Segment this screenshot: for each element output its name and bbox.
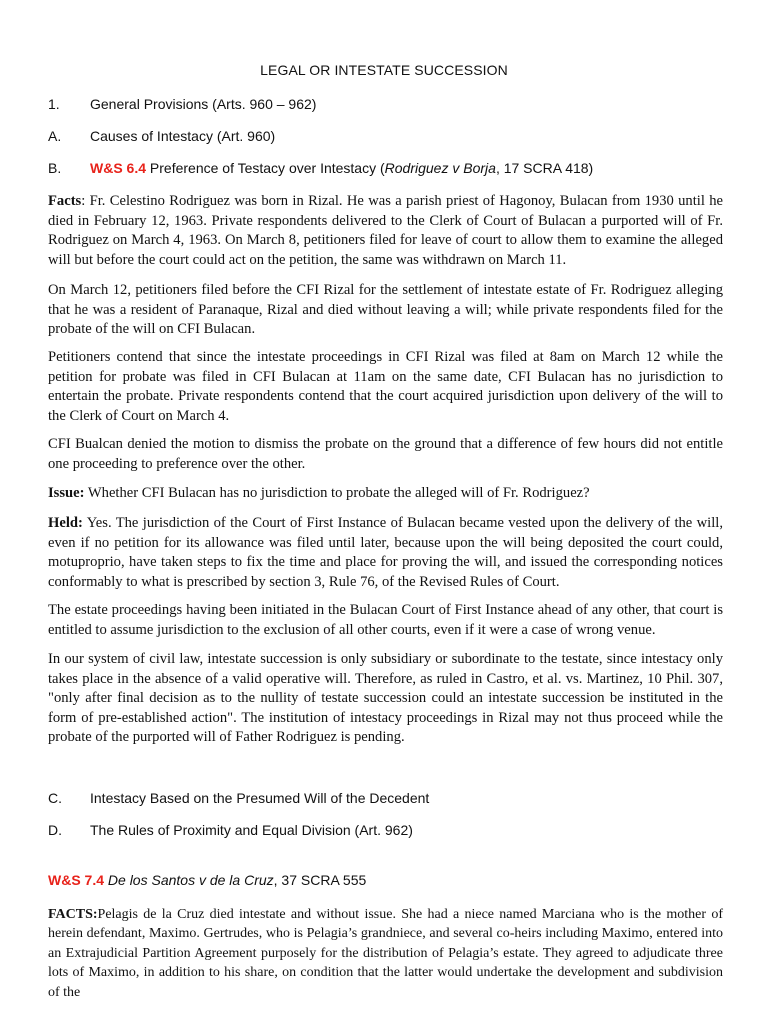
case-reference: W&S 6.4 <box>90 160 147 176</box>
case-name: Rodriguez v Borja <box>384 160 496 176</box>
outline-item-c <box>48 790 429 806</box>
outline-marker: C. <box>48 790 62 806</box>
paragraph-2: On March 12, petitioners filed before the CFI Rizal for the settlement of intestate estate of Fr. Rodriguez alleging that he was a resident of Paranaque, Rizal and died without leaving a will; while private respondents filed for the probate of the will on CFI Bulacan. <box>48 282 723 338</box>
facts-paragraph <box>48 192 723 270</box>
facts-text: : Fr. Celestino Rodriguez was born in Rizal. He was a parish priest of Hagonoy, Bulacan from 1930 until he died in February 12, 1963. Private respondents delivered to the Clerk of Court of Bulacan a purported will of Fr. Rodriguez on March 4, 1963. On March 8, petitioners filed for leave of court to allow them to examine the alleged will but before the court could act on the petition, the same was withdrawn on March 11. <box>48 193 723 268</box>
case-name: De los Santos v de la Cruz <box>107 872 274 888</box>
paragraph-3: Petitioners contend that since the intestate proceedings in CFI Rizal was filed at 8am on March 12 while the petition for probate was filed in CFI Bulacan at 11am on the same date, CFI Bulacan has no jurisdiction to entertain the probate. Private respondents contend that the court acquired jurisdiction upon delivery of the will to the Clerk of Court on March 4. <box>48 349 723 424</box>
held-label: Held: <box>48 515 83 531</box>
held-paragraph <box>48 514 723 592</box>
issue-paragraph <box>48 484 723 504</box>
case-citation: , 17 SCRA 418) <box>495 160 594 176</box>
outline-item-1 <box>48 96 316 112</box>
paragraph-6: The estate proceedings having been initiated in the Bulacan Court of First Instance ahead of any other, that court is entitled to assume jurisdiction to the exclusion of all other courts, even if it were a case of wrong venue. <box>48 602 723 638</box>
outline-item-b <box>48 160 593 176</box>
outline-item-a <box>48 128 275 144</box>
outline-text: The Rules of Proximity and Equal Division (Art. 962) <box>90 822 413 838</box>
issue-text: Whether CFI Bulacan has no jurisdiction to probate the alleged will of Fr. Rodriguez? <box>84 485 590 501</box>
outline-marker: 1. <box>48 96 60 112</box>
paragraph-7: In our system of civil law, intestate succession is only subsidiary or subordinate to the testate, since intestacy only takes place in the absence of a valid operative will. Therefore, as ruled in Castro, et al. vs. Martinez, 10 Phil. 307, "only after final decision as to the nullity of testate succession could an intestate succession be instituted in the form of pre-established action". The institution of intestacy proceedings in Rizal may not thus proceed while the probate of the purported will of Father Rodriguez is pending. <box>48 651 723 746</box>
facts-paragraph-2 <box>48 905 723 1002</box>
facts-label: FACTS: <box>48 907 98 922</box>
case-heading-2 <box>48 872 366 888</box>
outline-text: Causes of Intestacy (Art. 960) <box>90 128 276 144</box>
facts-label: Facts <box>48 193 82 209</box>
outline-marker: A. <box>48 128 62 144</box>
outline-marker: D. <box>48 822 62 838</box>
case-citation: , 37 SCRA 555 <box>273 872 367 888</box>
paragraph-4: CFI Bualcan denied the motion to dismiss the probate on the ground that a difference of few hours did not entitle one proceeding to preference over the other. <box>48 436 723 472</box>
outline-text: Preference of Testacy over Intestacy ( <box>149 160 385 176</box>
document-title: LEGAL OR INTESTATE SUCCESSION <box>260 62 508 78</box>
outline-text: Intestacy Based on the Presumed Will of the Decedent <box>90 790 430 806</box>
held-text: Yes. The jurisdiction of the Court of First Instance of Bulacan became vested upon the delivery of the will, even if no petition for its allowance was filed until later, because upon the will being deposited the court could, motuproprio, have taken steps to fix the time and place for proving the will, and issued the corresponding notices conformably to what is prescribed by section 3, Rule 76, of the Revised Rules of Court. <box>48 515 723 590</box>
outline-marker: B. <box>48 160 62 176</box>
case-reference: W&S 7.4 <box>48 872 105 888</box>
issue-label: Issue: <box>48 485 85 501</box>
outline-text: General Provisions (Arts. 960 – 962) <box>90 96 317 112</box>
facts-text: Pelagis de la Cruz died intestate and without issue. She had a niece named Marciana who is the mother of herein defendant, Maximo. Gertrudes, who is Pelagia’s grandniece, and several co-heirs including Maximo, entered into an Extrajudicial Partition Agreement purposely for the distribution of Pelagia’s estate. They agreed to adjudicate three lots of Maximo, in addition to his share, on condition that the latter would undertake the development and subdivision of the <box>48 907 723 1000</box>
outline-item-d <box>48 822 413 838</box>
